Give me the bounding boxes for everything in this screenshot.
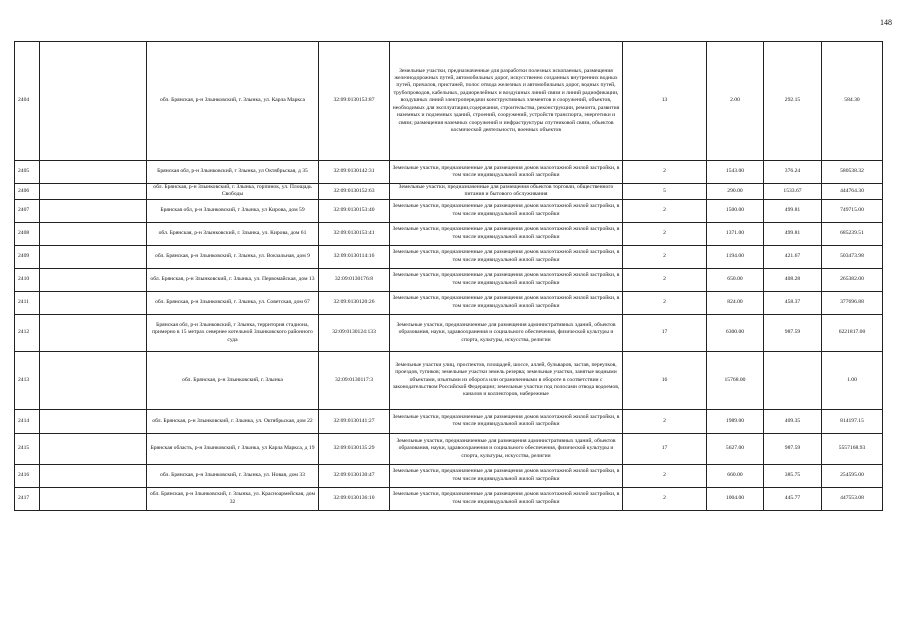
cell-address: Брянская обл, р-н Злынковский, г Злынка, ул Кирова, дом 59: [147, 199, 319, 222]
cell-area: 290.00: [707, 184, 764, 200]
cell-empty: [40, 409, 147, 433]
cell-cadastral-number: 32:09:0130152:63: [319, 184, 390, 200]
cell-empty: [40, 433, 147, 464]
cell-specific-value: 376.24: [764, 161, 822, 184]
table-row: [15, 268, 883, 291]
cell-empty: [40, 268, 147, 291]
cell-specific-value: 385.75: [764, 464, 822, 487]
cell-area: 1989.00: [707, 409, 764, 433]
cell-group-code: 2: [623, 161, 707, 184]
cell-number: 2412: [15, 314, 40, 351]
cell-cadastral-number: 32:09:0130153:87: [319, 42, 390, 161]
cell-area: 1194.00: [707, 245, 764, 268]
table-row: [15, 433, 883, 464]
table-row: [15, 291, 883, 314]
cell-cadastral-number: 32:09:0130114:16: [319, 245, 390, 268]
cell-cadastral-number: 32:09:0130176:8: [319, 268, 390, 291]
cell-group-code: 2: [623, 199, 707, 222]
cell-specific-value: 292.15: [764, 42, 822, 161]
cell-cadastral-value: 503473.98: [822, 245, 883, 268]
table-row: [15, 314, 883, 351]
cell-land-use-group: Земельные участки, предназначенные для размещения домов малоэтажной жилой застройки, в том числе индивидуальной жилой застройки: [390, 268, 623, 291]
cell-number: 2409: [15, 245, 40, 268]
cell-empty: [40, 199, 147, 222]
cell-land-use-group: Земельные участки, предназначенные для размещения домов малоэтажной жилой застройки, в том числе индивидуальной жилой застройки: [390, 409, 623, 433]
cell-specific-value: 1533.67: [764, 184, 822, 200]
cell-number: 2413: [15, 351, 40, 409]
cell-group-code: 2: [623, 222, 707, 245]
cell-number: 2415: [15, 433, 40, 464]
cell-cadastral-number: 32:09:0130141:27: [319, 409, 390, 433]
cell-address: обл. Брянская, р-н Злынковский, г. Злынка, ул. Карла Маркса: [147, 42, 319, 161]
cell-group-code: 17: [623, 314, 707, 351]
cell-cadastral-value: 5557168.93: [822, 433, 883, 464]
cell-group-code: 2: [623, 245, 707, 268]
cell-specific-value: 445.77: [764, 487, 822, 510]
cell-land-use-group: Земельные участки, предназначенные для размещения объектов торговли, общественного питания и бытового обслуживания: [390, 184, 623, 200]
cell-number: 2410: [15, 268, 40, 291]
cell-address: обл. Брянская, р-н Злынковский, г. Злынка, ул. Советская, дом 67: [147, 291, 319, 314]
cell-address: Брянская область, р-н Злынковский, г Злынка, ул Карла Маркса, д 19: [147, 433, 319, 464]
cell-area: 1004.00: [707, 487, 764, 510]
table-row: [15, 464, 883, 487]
cell-land-use-group: Земельные участки, предназначенные для размещения домов малоэтажной жилой застройки, в том числе индивидуальной жилой застройки: [390, 291, 623, 314]
cell-cadastral-number: 32:09:0130153:41: [319, 222, 390, 245]
table-row: [15, 409, 883, 433]
cell-specific-value: 421.67: [764, 245, 822, 268]
table-row: [15, 487, 883, 510]
cell-area: 6300.00: [707, 314, 764, 351]
cell-area: 15768.00: [707, 351, 764, 409]
cell-land-use-group: Земельные участки, предназначенные для размещения административных зданий, объектов образования, науки, здравоохранения и социального обеспечения, физической культуры и спорта, культуры, искусства, религии: [390, 314, 623, 351]
cell-number: 2404: [15, 42, 40, 161]
cell-land-use-group: Земельные участки, предназначенные для размещения домов малоэтажной жилой застройки, в том числе индивидуальной жилой застройки: [390, 487, 623, 510]
cell-number: 2405: [15, 161, 40, 184]
table-row: [15, 42, 883, 161]
cell-number: 2411: [15, 291, 40, 314]
cell-address: обл. Брянская, р-н Злынковский, г. Злынка, ул. Первомайская, дом 13: [147, 268, 319, 291]
cell-cadastral-value: 6221817.00: [822, 314, 883, 351]
cell-area: 650.00: [707, 268, 764, 291]
table-row: [15, 184, 883, 200]
cell-specific-value: 499.81: [764, 199, 822, 222]
cell-cadastral-number: 32:09:0130153:40: [319, 199, 390, 222]
cell-area: 5627.00: [707, 433, 764, 464]
cell-group-code: 2: [623, 487, 707, 510]
cell-specific-value: 987.59: [764, 433, 822, 464]
cell-group-code: 2: [623, 409, 707, 433]
cell-cadastral-number: 32:09:0130124:133: [319, 314, 390, 351]
cell-land-use-group: Земельные участки, предназначенные для размещения домов малоэтажной жилой застройки, в том числе индивидуальной жилой застройки: [390, 199, 623, 222]
cell-area: 1371.00: [707, 222, 764, 245]
cell-cadastral-value: 749715.00: [822, 199, 883, 222]
cell-cadastral-number: 32:09:0130120:26: [319, 291, 390, 314]
cell-group-code: 17: [623, 433, 707, 464]
table-row: [15, 161, 883, 184]
cell-cadastral-number: 32:09:0130130:47: [319, 464, 390, 487]
cell-cadastral-number: 32:09:0130117:3: [319, 351, 390, 409]
cell-cadastral-value: 254595.00: [822, 464, 883, 487]
cell-empty: [40, 314, 147, 351]
cell-address: обл. Брянская, р-н Злынковский, г. Злынка, горпинок, ул. Площадь Свободы: [147, 184, 319, 200]
cell-land-use-group: Земельные участки, предназначенные для разработки полезных ископаемых, размещения железнодорожных путей, автомобильных дорог, искусственно созданных внутренних водных путей, причалов, пристаней, полос отвода железных и автомобильных дорог, водных путей, трубопроводов, кабельных, радиорелейных и воздушных линий связи и линий радиофикации, воздушных линий электропередачи конструктивных элементов и сооружений, объектов, необходимых для эксплуатации,содержания, строительства, реконструкции, ремонта, развития наземных и подземных зданий, строений, сооружений, устройств транспорта, энергетики и связи; размещения наземных сооружений и инфраструктуры спутниковой связи, объектов космической деятельности, военных объектов: [390, 42, 623, 161]
cell-specific-value: 408.28: [764, 268, 822, 291]
cell-cadastral-value: 580538.32: [822, 161, 883, 184]
cell-land-use-group: Земельные участки, предназначенные для размещения домов малоэтажной жилой застройки, в том числе индивидуальной жилой застройки: [390, 161, 623, 184]
cell-number: 2406: [15, 184, 40, 200]
cell-address: обл. Брянская, р-н Злынковский, г. Злынка, ул. Красноармейская, дом 32: [147, 487, 319, 510]
cell-area: 1543.00: [707, 161, 764, 184]
cell-address: обл. Брянская, р-н Злынковский, г. Злынка, ул. Октябрьская, дом 22: [147, 409, 319, 433]
cell-land-use-group: Земельные участки, предназначенные для размещения административных зданий, объектов образования, науки, здравоохранения и социального обеспечения, физической культуры и спорта, культуры, искусства, религии: [390, 433, 623, 464]
cell-area: 1500.00: [707, 199, 764, 222]
cell-cadastral-value: 447553.08: [822, 487, 883, 510]
cell-address: обл. Брянская, р-н Злынковский, г. Злынка, ул. Вокзальная, дом 9: [147, 245, 319, 268]
cell-number: 2416: [15, 464, 40, 487]
cell-cadastral-value: 265382.00: [822, 268, 883, 291]
cell-cadastral-value: 814197.15: [822, 409, 883, 433]
cell-cadastral-number: 32:09:0130136:10: [319, 487, 390, 510]
table-row: [15, 245, 883, 268]
cell-specific-value: 987.59: [764, 314, 822, 351]
cell-cadastral-number: 32:09:0130142:31: [319, 161, 390, 184]
cell-land-use-group: Земельные участки, предназначенные для размещения домов малоэтажной жилой застройки, в том числе индивидуальной жилой застройки: [390, 464, 623, 487]
cell-number: 2414: [15, 409, 40, 433]
cell-cadastral-value: 584.30: [822, 42, 883, 161]
cell-area: 2.00: [707, 42, 764, 161]
cell-address: обл. Брянская, р-н Злынковский, г. Злынка: [147, 351, 319, 409]
cell-specific-value: 409.35: [764, 409, 822, 433]
cell-address: Брянская обл, р-н Злынковский, г Злынка, территория стадиона, примерно в 15 метрах севернее котельной Злынковского районного суда: [147, 314, 319, 351]
cell-group-code: 13: [623, 42, 707, 161]
cell-empty: [40, 222, 147, 245]
cell-address: обл. Брянская, р-н Злынковский, г. Злынка, ул. Новая, дом 33: [147, 464, 319, 487]
cell-area: 824.00: [707, 291, 764, 314]
cell-address: Брянская обл, р-н Злынковский, г Злынка, ул Октябрьская, д 35: [147, 161, 319, 184]
cell-empty: [40, 351, 147, 409]
cell-cadastral-number: 32:09:0130135:29: [319, 433, 390, 464]
cell-number: 2417: [15, 487, 40, 510]
cell-empty: [40, 464, 147, 487]
cell-empty: [40, 245, 147, 268]
cell-empty: [40, 184, 147, 200]
cell-group-code: 2: [623, 268, 707, 291]
cell-land-use-group: Земельные участки, предназначенные для размещения домов малоэтажной жилой застройки, в том числе индивидуальной жилой застройки: [390, 245, 623, 268]
cell-empty: [40, 42, 147, 161]
cell-empty: [40, 161, 147, 184]
cell-cadastral-value: 377696.88: [822, 291, 883, 314]
cell-area: 660.00: [707, 464, 764, 487]
table-row: [15, 222, 883, 245]
cell-specific-value: [764, 351, 822, 409]
table-row: [15, 351, 883, 409]
cell-number: 2407: [15, 199, 40, 222]
page-number: 148: [880, 18, 892, 27]
cell-address: обл. Брянская, р-н Злынковский, г. Злынка, ул. Кирова, дом 61: [147, 222, 319, 245]
cell-group-code: 2: [623, 291, 707, 314]
cell-specific-value: 458.37: [764, 291, 822, 314]
cell-cadastral-value: 685239.51: [822, 222, 883, 245]
cell-group-code: 16: [623, 351, 707, 409]
cell-number: 2408: [15, 222, 40, 245]
cell-group-code: 5: [623, 184, 707, 200]
cell-empty: [40, 291, 147, 314]
cell-cadastral-value: 1.00: [822, 351, 883, 409]
cell-cadastral-value: 444764.30: [822, 184, 883, 200]
cadastral-value-table: [14, 41, 883, 511]
cell-land-use-group: Земельные участки, предназначенные для размещения домов малоэтажной жилой застройки, в том числе индивидуальной жилой застройки: [390, 222, 623, 245]
cell-empty: [40, 487, 147, 510]
table-row: [15, 199, 883, 222]
cell-group-code: 2: [623, 464, 707, 487]
cell-specific-value: 499.81: [764, 222, 822, 245]
cell-land-use-group: Земельные участки улиц, проспектов, площадей, шоссе, аллей, бульваров, застав, переулков, проездов, тупиков; земельные участки земель резерва; земельные участки, занятые водными объектами, изъятыми из оборота или ограниченными в обороте в соответствии с законодательством Российской Федерации; земельные участки под полосами отвода водоемов, каналов и коллекторов, набережные: [390, 351, 623, 409]
